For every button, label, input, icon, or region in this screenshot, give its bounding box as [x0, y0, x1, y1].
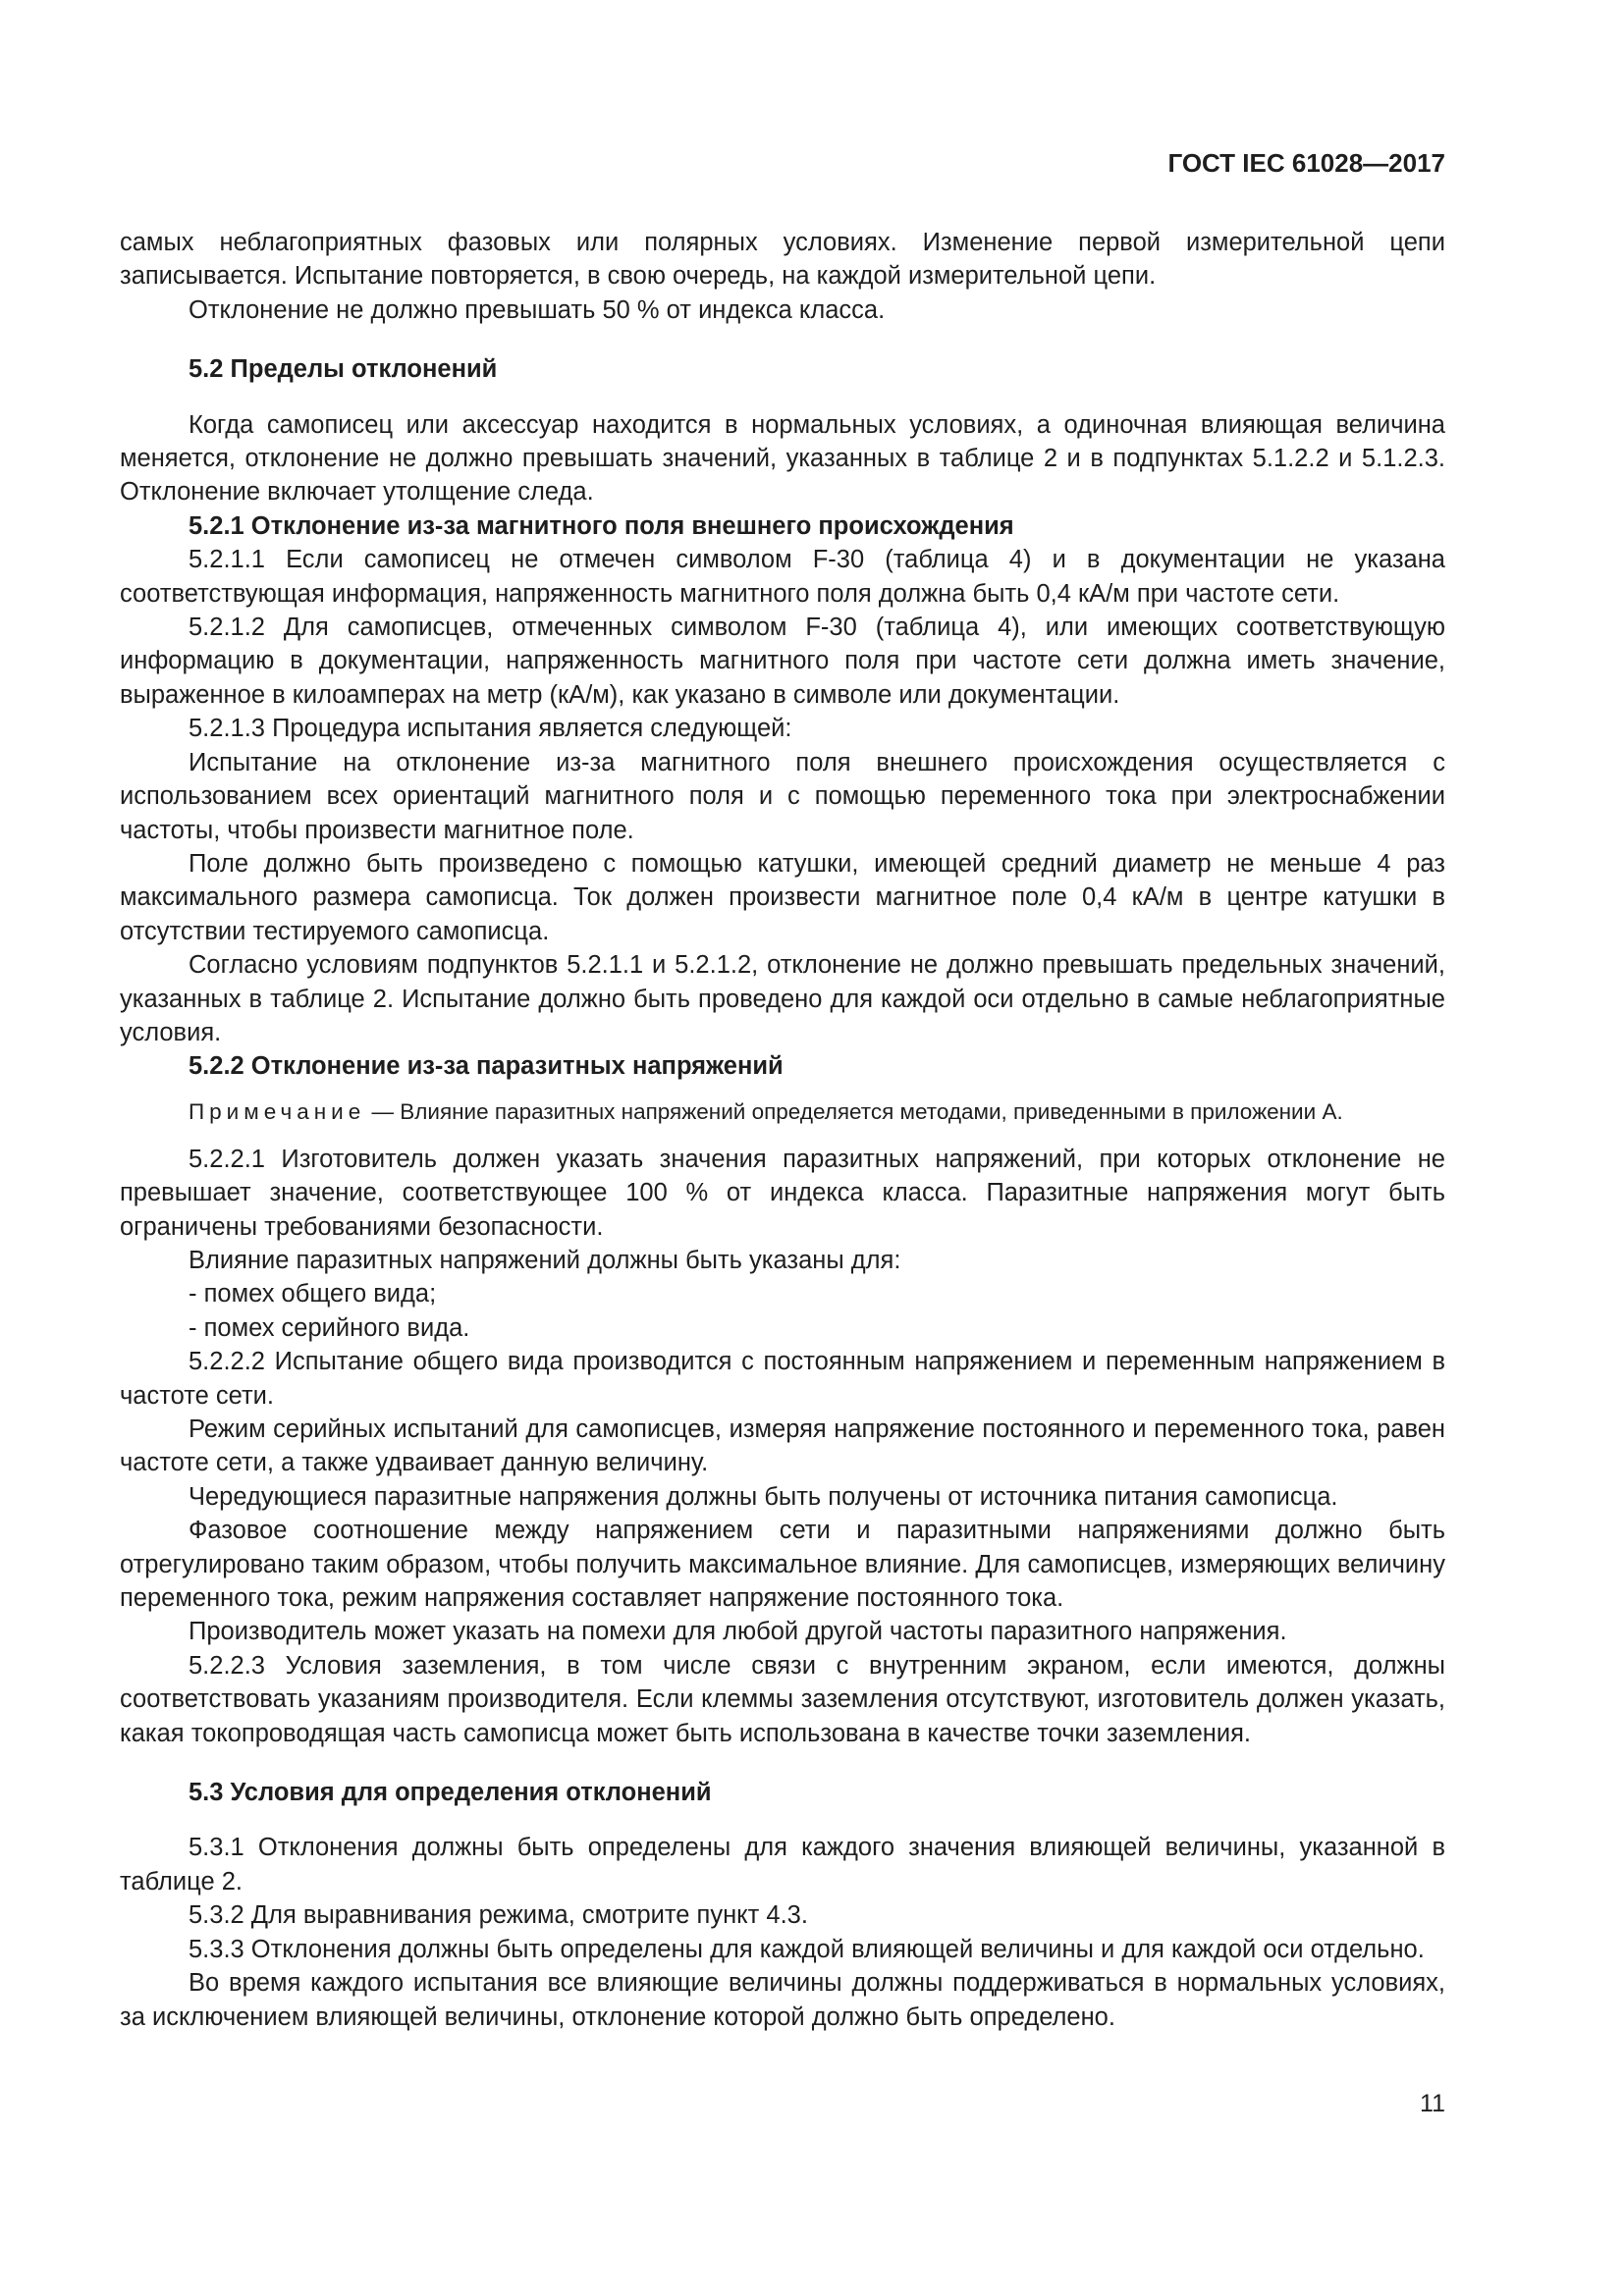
note-label: Примечание — [189, 1098, 366, 1124]
page-number: 11 — [1420, 2090, 1445, 2117]
paragraph: 5.2.1.1 Если самописец не отмечен символом F-30 (таблица 4) и в документации не указана соответствующая информация, напряженность магнитного поля должна быть 0,4 кА/м при частоте сети. — [120, 546, 1445, 608]
paragraph: 5.2.2.2 Испытание общего вида производится с постоянным напряжением и переменным напряжением в частоте сети. — [120, 1348, 1445, 1410]
paragraph: 5.3.2 Для выравнивания режима, смотрите пункт 4.3. — [189, 1901, 808, 1930]
paragraph: Чередующиеся паразитные напряжения должны быть получены от источника питания самописца. — [189, 1482, 1338, 1511]
paragraph: самых неблагоприятных фазовых или полярных условиях. Изменение первой измерительной цепи записывается. Испытание повторяется, в свою очередь, на каждой измерительной цепи. — [120, 229, 1445, 291]
paragraph: 5.3.3 Отклонения должны быть определены для каждой влияющей величины и для каждой оси отдельно. — [189, 1935, 1425, 1963]
paragraph: Испытание на отклонение из-за магнитного поля внешнего происхождения осуществляется с использованием всех ориентаций магнитного поля и с помощью переменного тока при электроснабжении частоты, чтобы произвести магнитное поле. — [120, 748, 1445, 844]
paragraph: Фазовое соотношение между напряжением сети и паразитными напряжениями должно быть отрегулировано таким образом, чтобы получить максимальное влияние. Для самописцев, измеряющих величину переменного тока, режим напряжения составляет напряжение постоянного тока. — [120, 1517, 1445, 1613]
section-heading-5-2-2: 5.2.2 Отклонение из-за паразитных напряжений — [189, 1052, 784, 1081]
paragraph: 5.2.2.1 Изготовитель должен указать значения паразитных напряжений, при которых отклонение не превышает значение, соответствующее 100 % от индекса класса. Паразитные напряжения могут быть ограничены требованиями безопасности. — [120, 1145, 1445, 1241]
paragraph: Отклонение не должно превышать 50 % от индекса класса. — [189, 295, 886, 324]
paragraph: 5.2.1.3 Процедура испытания является следующей: — [189, 715, 792, 743]
paragraph: 5.2.1.2 Для самописцев, отмеченных символом F-30 (таблица 4), или имеющих соответствующую информацию в документации, напряженность магнитного поля при частоте сети должна иметь значение, выраженное в килоамперах на метр (кА/м), как указано в символе или документации. — [120, 614, 1445, 709]
paragraph: Согласно условиям подпунктов 5.2.1.1 и 5.2.1.2, отклонение не должно превышать предельных значений, указанных в таблице 2. Испытание должно быть проведено для каждой оси отдельно в самые неблагоприятные условия. — [120, 951, 1445, 1046]
paragraph: Во время каждого испытания все влияющие величины должны поддерживаться в нормальных условиях, за исключением влияющей величины, отклонение которой должно быть определено. — [120, 1969, 1445, 2031]
paragraph: Влияние паразитных напряжений должны быть указаны для: — [189, 1246, 901, 1274]
document-code: ГОСТ IEC 61028—2017 — [1167, 148, 1445, 178]
note — [120, 1097, 1445, 1127]
paragraph: Поле должно быть произведено с помощью катушки, имеющей средний диаметр не меньше 4 раз максимального размера самописца. Ток должен произвести магнитное поле 0,4 кА/м в центре катушки в отсутствии тестируемого самописца. — [120, 849, 1445, 945]
paragraph: Режим серийных испытаний для самописцев, измеряя напряжение постоянного и переменного тока, равен частоте сети, а также удваивает данную величину. — [120, 1415, 1445, 1477]
paragraph: Производитель может указать на помехи для любой другой частоты паразитного напряжения. — [189, 1618, 1287, 1646]
paragraph: Когда самописец или аксессуар находится в нормальных условиях, а одиночная влияющая величина меняется, отклонение не должно превышать значений, указанных в таблице 2 и в подпунктах 5.1.2.2 и 5.1.2.3. Отклонение включает утолщение следа. — [120, 410, 1445, 507]
list-item: - помех общего вида; — [189, 1280, 437, 1308]
section-heading-5-2-1: 5.2.1 Отклонение из-за магнитного поля внешнего происхождения — [189, 511, 1014, 540]
section-heading-5-3: 5.3 Условия для определения отклонений — [189, 1779, 712, 1807]
list-item: - помех серийного вида. — [189, 1313, 470, 1342]
paragraph: 5.3.1 Отклонения должны быть определены для каждого значения влияющей величины, указанной в таблице 2. — [120, 1834, 1445, 1896]
note-text: — Влияние паразитных напряжений определяется методами, приведенными в приложении А. — [365, 1098, 1343, 1124]
section-heading-5-2: 5.2 Пределы отклонений — [189, 355, 498, 384]
paragraph: 5.2.2.3 Условия заземления, в том числе связи с внутренним экраном, если имеются, должны соответствовать указаниям производителя. Если клеммы заземления отсутствуют, изготовитель должен указать, какая токопроводящая часть самописца может быть использована в качестве точки заземления. — [120, 1651, 1445, 1747]
page-content — [120, 226, 1445, 2034]
